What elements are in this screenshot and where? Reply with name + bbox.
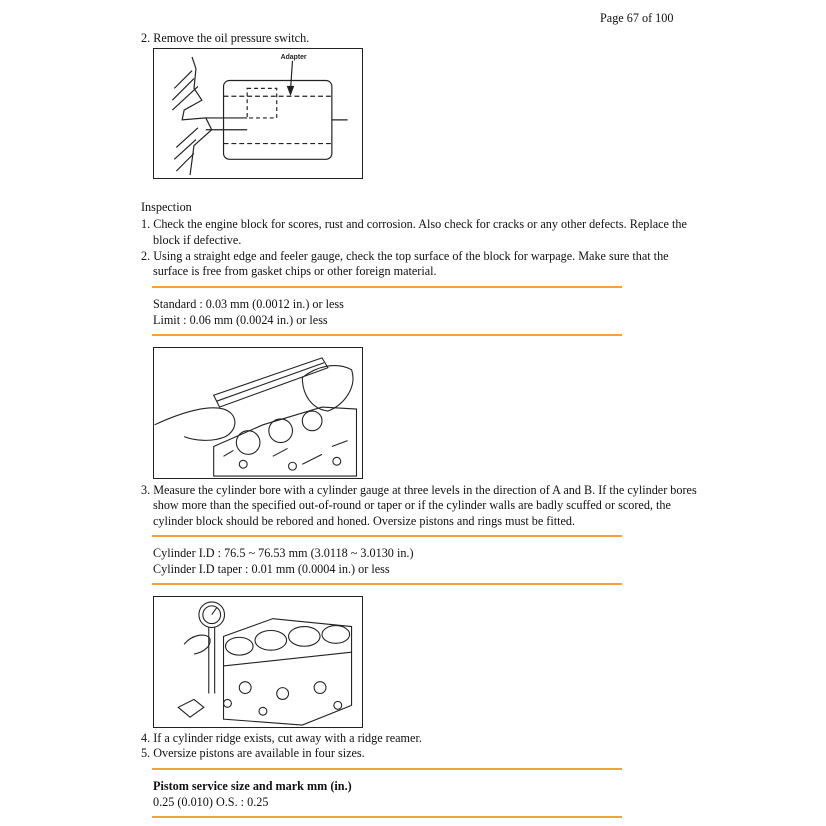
step-check-block-line-1: 1. Check the engine block for scores, rust and corrosion. Also check for cracks or any other defects. Replace the (141, 217, 687, 231)
cylinder-gauge-illustration (154, 597, 362, 727)
step-check-block-line-2: block if defective. (153, 233, 242, 247)
step-oversize-pistons: 5. Oversize pistons are available in four sizes. (141, 746, 365, 760)
step-warpage-line-2: surface is free from gasket chips or other foreign material. (153, 264, 437, 278)
cylinder-id-spec: Cylinder I.D : 76.5 ~ 76.53 mm (3.0118 ~ 3.0130 in.) (153, 546, 414, 560)
piston-spec-rule-top (152, 768, 622, 770)
piston-size-heading: Pistom service size and mark mm (in.) (153, 779, 352, 793)
adapter-callout: Adapter (280, 53, 307, 61)
straight-edge-figure (153, 347, 363, 479)
warpage-standard-spec: Standard : 0.03 mm (0.0012 in.) or less (153, 297, 344, 311)
spec-rule-bottom (152, 334, 622, 336)
cylinder-gauge-figure (153, 596, 363, 728)
straight-edge-illustration (154, 348, 362, 478)
piston-size-row: 0.25 (0.010) O.S. : 0.25 (153, 795, 269, 809)
page-number: Page 67 of 100 (600, 11, 674, 25)
oil-pressure-switch-figure (153, 48, 363, 179)
inspection-heading: Inspection (141, 200, 192, 214)
step-warpage-line-1: 2. Using a straight edge and feeler gauge, check the top surface of the block for warpage. Make sure that the (141, 249, 669, 263)
step-ridge-reamer: 4. If a cylinder ridge exists, cut away with a ridge reamer. (141, 731, 422, 745)
bore-spec-rule-bottom (152, 583, 622, 585)
step-bore-line-1: 3. Measure the cylinder bore with a cylinder gauge at three levels in the direction of A and B. If the cylinder bores (141, 483, 697, 497)
oil-pressure-switch-illustration (154, 49, 362, 178)
step-bore-line-3: cylinder block should be rebored and honed. Oversize pistons and rings must be fitted. (153, 514, 576, 528)
step-remove-oil-pressure-switch: 2. Remove the oil pressure switch. (141, 31, 310, 45)
spec-rule-top (152, 286, 622, 288)
step-bore-line-2: show more than the specified out-of-round or taper or if the cylinder walls are badly scuffed or scored, the (153, 498, 671, 512)
warpage-limit-spec: Limit : 0.06 mm (0.0024 in.) or less (153, 313, 328, 327)
cylinder-taper-spec: Cylinder I.D taper : 0.01 mm (0.0004 in.) or less (153, 562, 390, 576)
bore-spec-rule-top (152, 535, 622, 537)
piston-spec-rule-bottom (152, 816, 622, 818)
